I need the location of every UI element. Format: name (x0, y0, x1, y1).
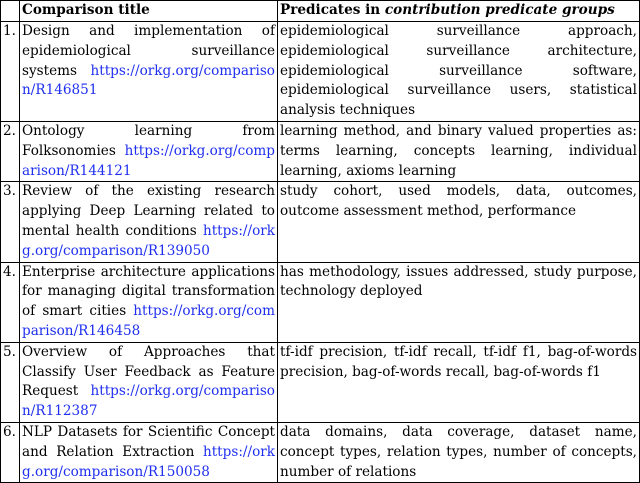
header-predicates-prefix: Predicates in (280, 2, 385, 18)
comparison-link[interactable]: https://orkg.org/comparison/R150058 (22, 443, 275, 480)
comparison-title-cell (20, 342, 278, 422)
row-number: 3. (1, 182, 20, 262)
row-number: 5. (1, 342, 20, 422)
predicates-cell: data domains, data coverage, dataset name, concept types, relation types, number of concepts, number of relations (278, 422, 640, 482)
table-row (1, 22, 640, 122)
header-num (1, 1, 20, 22)
predicates-cell: has methodology, issues addressed, study purpose, technology deployed (278, 262, 640, 342)
table-header-row (1, 1, 640, 22)
comparison-title-cell (20, 182, 278, 262)
comparison-title-cell (20, 262, 278, 342)
comparison-link[interactable]: https://orkg.org/comparison/R146851 (22, 62, 275, 99)
row-number: 2. (1, 121, 20, 181)
comparison-link[interactable]: https://orkg.org/comparison/R146458 (22, 303, 275, 339)
row-number: 1. (1, 22, 20, 122)
comparison-title-cell (20, 22, 278, 122)
table-row (1, 182, 640, 262)
predicates-cell: learning method, and binary valued properties as: terms learning, concepts learning, individual learning, axioms learning (278, 121, 640, 181)
comparison-title: Enterprise architecture applications for managing digital transformation of smart cities (22, 263, 275, 320)
header-predicates (278, 1, 640, 22)
header-comparison-title: Comparison title (20, 1, 278, 22)
comparison-link[interactable]: https://orkg.org/comparison/R139050 (22, 222, 275, 259)
row-number: 4. (1, 262, 20, 342)
predicates-cell: tf-idf precision, tf-idf recall, tf-idf f1, bag-of-words precision, bag-of-words recall, bag-of-words f1 (278, 342, 640, 422)
predicates-cell: study cohort, used models, data, outcomes, outcome assessment method, performance (278, 182, 640, 262)
comparison-title: Ontology learning from Folksonomies (22, 122, 275, 159)
predicates-cell: epidemiological surveillance approach, epidemiological surveillance architecture, epidemiological surveillance software, epidemiological surveillance users, statistical analysis techniques (278, 22, 640, 122)
comparison-link[interactable]: https://orkg.org/comparison/R144121 (22, 142, 275, 179)
comparison-title: Design and implementation of epidemiological surveillance systems (22, 23, 275, 79)
comparison-title-cell (20, 121, 278, 181)
table-row (1, 342, 640, 422)
comparison-title: Review of the existing research applying Deep Learning related to mental health conditions (22, 183, 275, 239)
table-row (1, 262, 640, 342)
table-row (1, 422, 640, 482)
header-predicates-emph: contribution predicate groups (384, 2, 615, 18)
comparison-title: Overview of Approaches that Classify User Feedback as Feature Request (22, 343, 275, 400)
comparison-title: NLP Datasets for Scientific Concept and Relation Extraction (22, 423, 275, 460)
comparison-title-cell (20, 422, 278, 482)
row-number: 6. (1, 422, 20, 482)
table-row (1, 121, 640, 181)
comparison-link[interactable]: https://orkg.org/comparison/R112387 (22, 383, 275, 420)
